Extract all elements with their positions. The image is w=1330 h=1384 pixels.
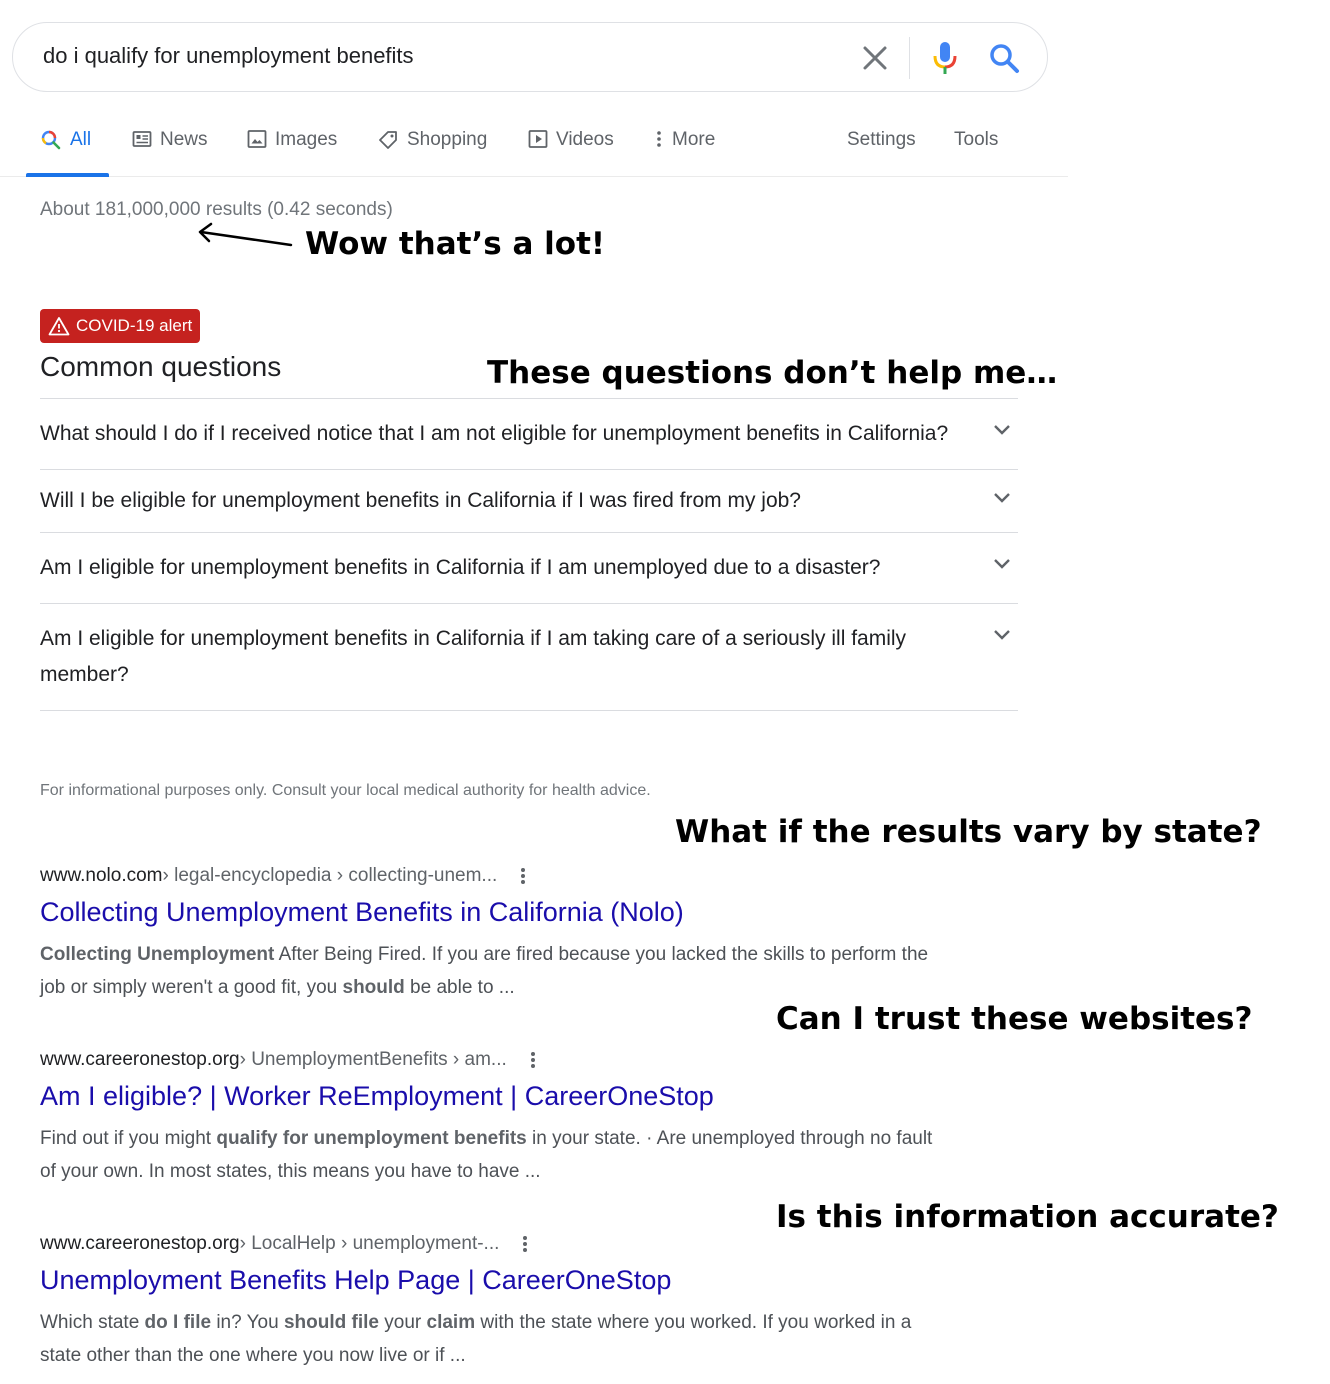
search-input[interactable]: do i qualify for unemployment benefits: [43, 43, 414, 68]
result-title-link[interactable]: Unemployment Benefits Help Page | CareerOneStop: [40, 1265, 672, 1295]
common-questions-title: Common questions: [40, 351, 282, 382]
result-url[interactable]: [40, 1233, 940, 1255]
annotation-wow: Wow that’s a lot!: [305, 226, 606, 262]
result-snippet: [40, 1122, 940, 1188]
tab-all[interactable]: [40, 127, 91, 177]
tab-more[interactable]: [654, 127, 715, 177]
more-vertical-icon: [654, 129, 664, 149]
result-domain: www.nolo.com: [40, 865, 163, 886]
snippet-text: Find out if you might: [40, 1128, 217, 1149]
tag-icon: [377, 129, 399, 151]
snippet-highlight: should: [342, 977, 405, 998]
question-text: What should I do if I received notice that I am not eligible for unemployment benefits in California?: [40, 422, 949, 445]
result-domain: www.careeronestop.org: [40, 1049, 240, 1070]
question-item[interactable]: [40, 398, 1018, 469]
play-icon: [528, 129, 548, 149]
more-options-icon[interactable]: [529, 1050, 537, 1070]
tab-shopping-label: Shopping: [407, 129, 488, 150]
tab-news-label: News: [160, 129, 208, 150]
tab-all-label: All: [70, 129, 92, 150]
search-bar[interactable]: [12, 22, 1048, 92]
health-disclaimer: For informational purposes only. Consult your local medical authority for health advice.: [40, 782, 651, 799]
tab-more-label: More: [672, 129, 716, 150]
tab-tools-label: Tools: [954, 129, 999, 150]
search-result: [40, 1233, 940, 1372]
tab-images[interactable]: [247, 127, 337, 177]
snippet-text: Which state: [40, 1312, 145, 1333]
tab-news[interactable]: [132, 127, 208, 177]
search-icon[interactable]: [987, 41, 1021, 75]
question-item[interactable]: [40, 603, 1018, 711]
result-title-link[interactable]: Am I eligible? | Worker ReEmployment | CareerOneStop: [40, 1081, 714, 1111]
tab-shopping[interactable]: [377, 127, 487, 177]
annotation-trust: Can I trust these websites?: [776, 1001, 1253, 1037]
result-title-link[interactable]: Collecting Unemployment Benefits in California (Nolo): [40, 897, 684, 927]
snippet-text: After Being Fired. If you are fired because you lacked the skills to perform the job or simply weren't a good fit, you: [40, 944, 929, 998]
tab-videos-label: Videos: [556, 129, 614, 150]
question-item[interactable]: [40, 532, 1018, 603]
search-tabs: [0, 110, 1068, 177]
result-stats: About 181,000,000 results (0.42 seconds): [40, 199, 393, 220]
common-questions-list: [40, 398, 1018, 711]
question-text: Am I eligible for unemployment benefits in California if I am taking care of a seriously ill family member?: [40, 627, 907, 686]
close-icon[interactable]: [859, 42, 891, 74]
snippet-highlight: qualify for unemployment benefits: [216, 1128, 527, 1149]
chevron-down-icon: [992, 557, 1012, 571]
more-options-icon[interactable]: [521, 1234, 529, 1254]
result-url[interactable]: [40, 865, 940, 887]
microphone-icon[interactable]: [931, 40, 959, 76]
snippet-text: in? You: [211, 1312, 284, 1333]
question-text: Will I be eligible for unemployment benefits in California if I was fired from my job?: [40, 489, 801, 512]
question-text: Am I eligible for unemployment benefits in California if I am unemployed due to a disaster?: [40, 556, 881, 579]
covid-alert-badge[interactable]: [40, 309, 200, 343]
snippet-highlight: Collecting Unemployment: [40, 944, 275, 965]
news-icon: [132, 129, 152, 149]
annotation-questions: These questions don’t help me…: [487, 355, 1058, 391]
result-domain: www.careeronestop.org: [40, 1233, 240, 1254]
covid-alert-label: COVID-19 alert: [76, 316, 193, 335]
chevron-down-icon: [992, 491, 1012, 505]
result-snippet: [40, 938, 940, 1004]
snippet-text: your: [378, 1312, 427, 1333]
search-divider: [909, 37, 910, 79]
annotation-arrow-icon: [195, 220, 295, 250]
result-path: › legal-encyclopedia › collecting-unem...: [162, 865, 498, 886]
image-icon: [247, 129, 267, 149]
snippet-text: be able to ...: [404, 977, 515, 998]
snippet-highlight: should file: [283, 1312, 379, 1333]
result-path: › LocalHelp › unemployment-...: [239, 1233, 500, 1254]
warning-icon: [48, 316, 70, 336]
annotation-vary: What if the results vary by state?: [675, 814, 1262, 850]
tab-videos[interactable]: [528, 127, 614, 177]
tab-tools[interactable]: [954, 127, 998, 177]
snippet-text: in your state. · Are unemployed through no fault of your own. In most states, this means you have to have ...: [40, 1128, 933, 1182]
tab-images-label: Images: [275, 129, 338, 150]
result-path: › UnemploymentBenefits › am...: [239, 1049, 507, 1070]
more-options-icon[interactable]: [519, 866, 527, 886]
chevron-down-icon: [992, 628, 1012, 642]
snippet-highlight: do I file: [144, 1312, 212, 1333]
search-result: [40, 865, 940, 1004]
question-item[interactable]: [40, 469, 1018, 532]
search-result: [40, 1049, 940, 1188]
annotation-accurate: Is this information accurate?: [776, 1199, 1279, 1235]
chevron-down-icon: [992, 423, 1012, 437]
tab-settings[interactable]: [847, 127, 916, 177]
snippet-highlight: claim: [426, 1312, 476, 1333]
result-snippet: [40, 1306, 920, 1372]
snippet-text: with the state where you worked. If you worked in a state other than the one where you now live or if ...: [40, 1312, 912, 1366]
result-url[interactable]: [40, 1049, 940, 1071]
tab-settings-label: Settings: [847, 129, 916, 150]
search-icon: [40, 129, 62, 151]
